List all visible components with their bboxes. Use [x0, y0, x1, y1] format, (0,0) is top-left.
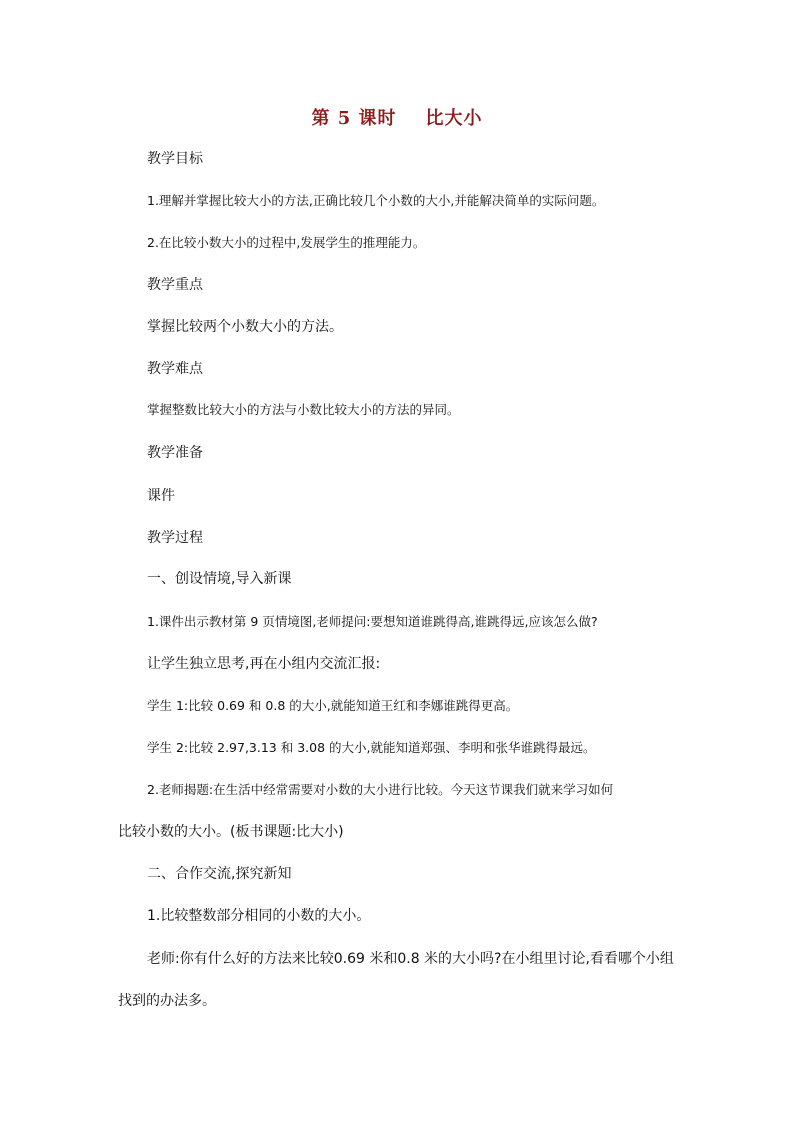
heading-key-points: 教学重点 [147, 277, 203, 293]
heading-teaching-goals: 教学目标 [147, 151, 203, 167]
process-item-1: 1.课件出示教材第 9 页情境图,老师提问:要想知道谁跳得高,谁跳得远,应该怎么做? [147, 614, 598, 629]
difficulty-text: 掌握整数比较大小的方法与小数比较大小的方法的异同。 [147, 402, 460, 417]
teacher-question-continued: 找到的办法多。 [118, 993, 216, 1009]
lesson-title: 第 5 课时 比大小 [311, 108, 483, 129]
process-item-2-continued: 比较小数的大小。(板书课题:比大小) [118, 824, 344, 840]
student-answer-2: 学生 2:比较 2.97,3.13 和 3.08 的大小,就能知道郑强、李明和张华谁跳得最远。 [147, 740, 596, 755]
heading-process: 教学过程 [147, 530, 203, 546]
preparation-text: 课件 [147, 488, 175, 504]
teacher-question: 老师:你有什么好的方法来比较0.69 米和0.8 米的大小吗?在小组里讨论,看看哪个小组 [147, 951, 674, 967]
heading-preparation: 教学准备 [147, 445, 203, 461]
goal-item-1: 1.理解并掌握比较大小的方法,正确比较几个小数的大小,并能解决简单的实际问题。 [147, 193, 605, 208]
heading-difficulties: 教学难点 [147, 361, 203, 377]
process-item-2: 2.老师揭题:在生活中经常需要对小数的大小进行比较。今天这节课我们就来学习如何 [147, 782, 614, 797]
student-answer-1: 学生 1:比较 0.69 和 0.8 的大小,就能知道王红和李娜谁跳得更高。 [147, 698, 519, 713]
key-point-text: 掌握比较两个小数大小的方法。 [147, 319, 343, 335]
process-instruction: 让学生独立思考,再在小组内交流汇报: [147, 656, 381, 672]
section-heading-1: 一、创设情境,导入新课 [147, 571, 292, 587]
section-heading-2: 二、合作交流,探究新知 [147, 866, 292, 882]
goal-item-2: 2.在比较小数大小的过程中,发展学生的推理能力。 [147, 235, 426, 250]
explore-item-1: 1.比较整数部分相同的小数的大小。 [147, 908, 371, 924]
